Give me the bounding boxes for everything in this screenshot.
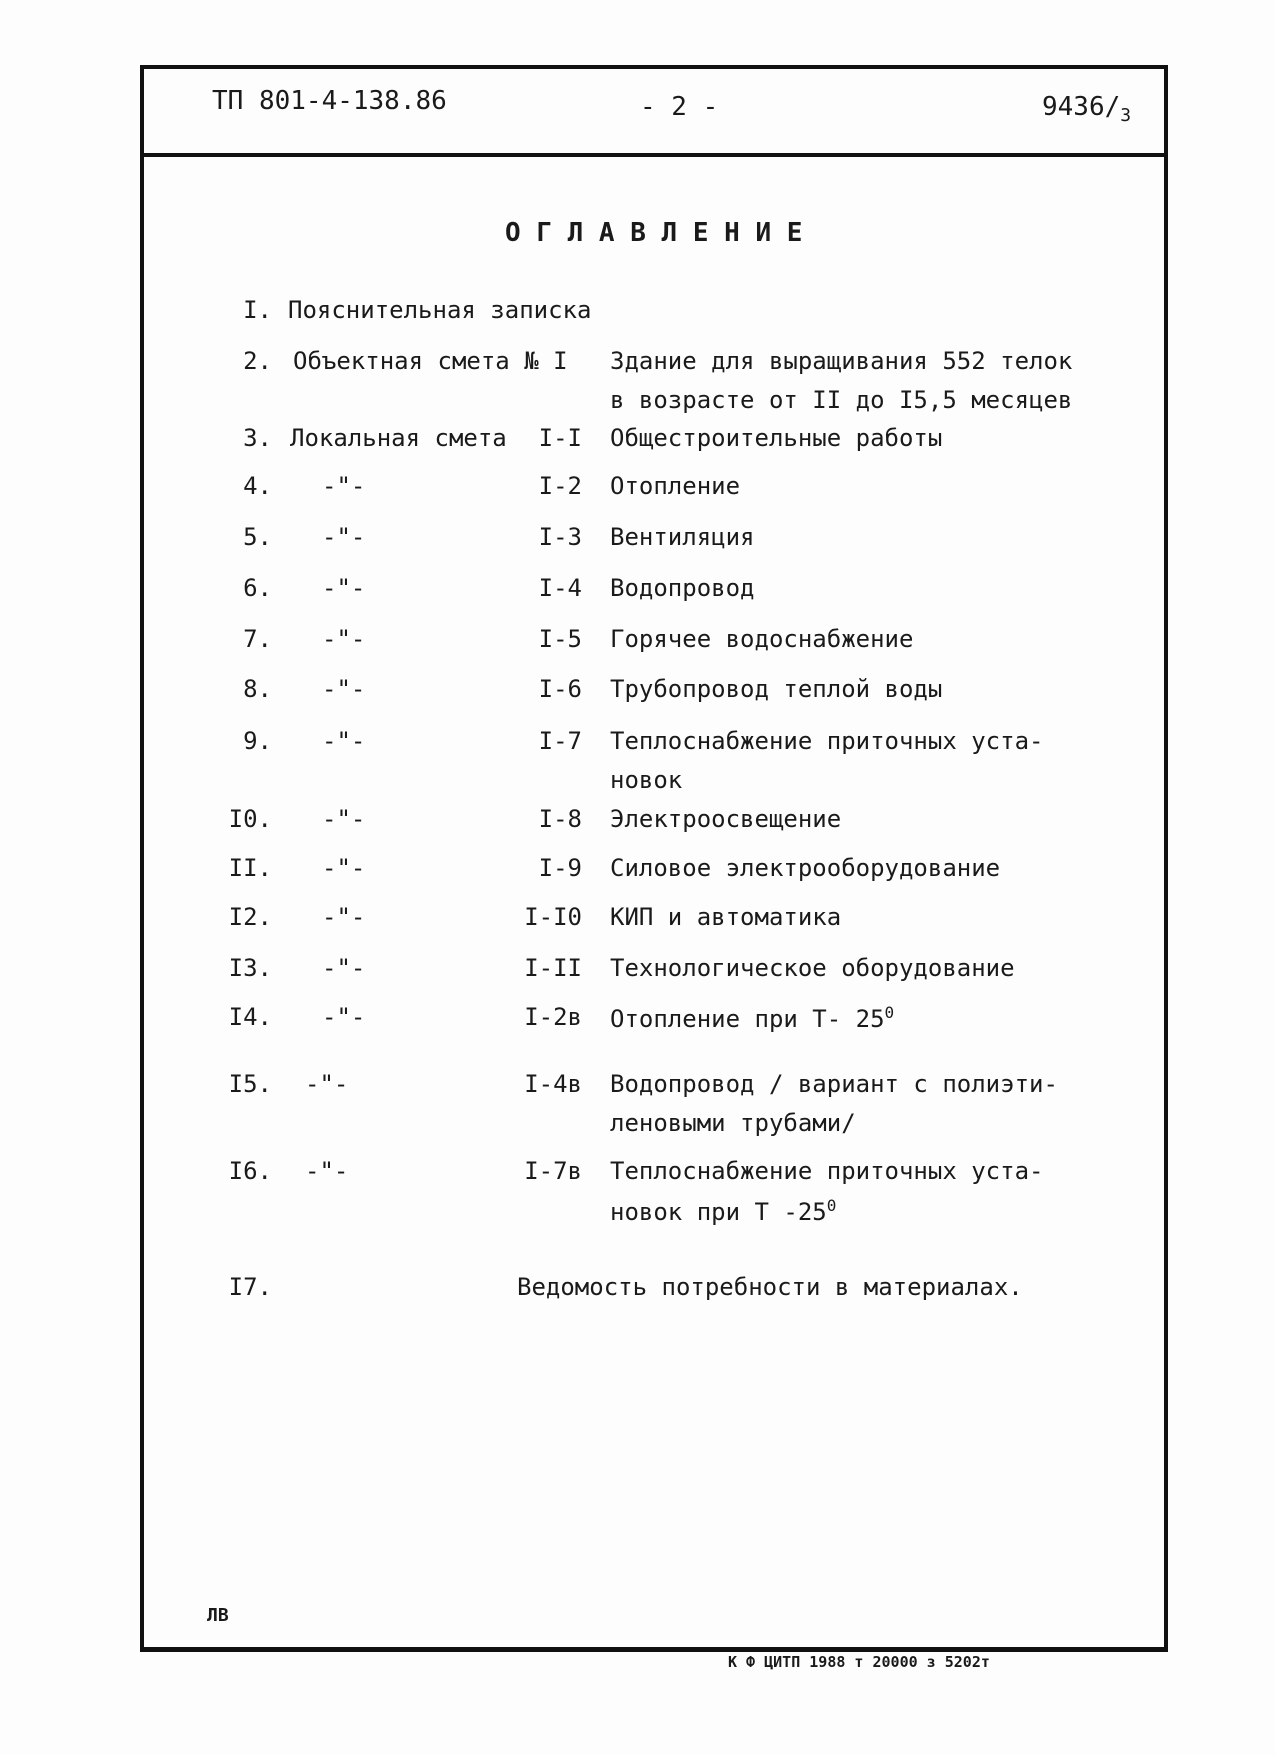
item-number: 6.: [243, 574, 272, 602]
item-number: 4.: [243, 472, 272, 500]
item-type: -"-: [305, 1070, 349, 1098]
item-number: I6.: [228, 1157, 272, 1185]
item-description: Электроосвещение: [610, 805, 842, 833]
sheet-number: $9436/_3$: [1042, 92, 1132, 127]
header-divider: [140, 153, 1164, 157]
item-code: I-4в: [524, 1070, 582, 1098]
item-type: Локальная смета: [290, 424, 507, 452]
item-number: 5.: [243, 523, 272, 551]
item-number: I5.: [228, 1070, 272, 1098]
item-description-cont: новок при Т $-25^0$: [610, 1196, 837, 1226]
item-number: I3.: [228, 954, 272, 982]
item-code: I-2в: [524, 1003, 582, 1031]
item-type: -"-: [322, 954, 366, 982]
item-type: -"-: [322, 675, 366, 703]
item-description: Силовое электрооборудование: [610, 854, 1001, 882]
item-description: КИП и автоматика: [610, 903, 842, 931]
item-code: I-3: [538, 523, 582, 551]
print-stamp: К Ф ЦИТП 1988 т 20000 з 5202т: [728, 1653, 990, 1671]
item-number: I2.: [228, 903, 272, 931]
item-code: I-8: [538, 805, 582, 833]
item-type: -"-: [322, 854, 366, 882]
item-type: -"-: [322, 472, 366, 500]
item-description: Здание для выращивания 552 телок: [610, 347, 1073, 375]
toc-title: О Г Л А В Л Е Н И Е: [505, 218, 803, 248]
item-code: I-7в: [524, 1157, 582, 1185]
item-description: Вентиляция: [610, 523, 755, 551]
item-number: 2.: [243, 347, 272, 375]
item-number: I0.: [228, 805, 272, 833]
item-description-cont: новок: [610, 766, 683, 794]
item-code: I-9: [538, 854, 582, 882]
item-description: Отопление: [610, 472, 741, 500]
item-type: -"-: [322, 727, 366, 755]
item-code: I-6: [538, 675, 582, 703]
item-type: Пояснительная записка: [288, 296, 592, 324]
item-number: 9.: [243, 727, 272, 755]
item-type: -"-: [322, 574, 366, 602]
item-description: Теплоснабжение приточных уста-: [610, 727, 1044, 755]
item-code: I-4: [538, 574, 582, 602]
item-type: -"-: [305, 1157, 349, 1185]
item-number: I7.: [228, 1273, 272, 1301]
initials: ЛВ: [207, 1605, 229, 1626]
item-number: I4.: [228, 1003, 272, 1031]
page-number: - 2 -: [640, 92, 719, 122]
item-description-cont: леновыми трубами/: [610, 1109, 856, 1137]
item-type: -"-: [322, 903, 366, 931]
item-code: I-5: [538, 625, 582, 653]
item-code: I-I0: [524, 903, 582, 931]
item-number: 3.: [243, 424, 272, 452]
item-number: I.: [243, 296, 272, 324]
doc-code: ТП 801-4-138.86: [212, 86, 447, 116]
item-description: Отопление при Т- $25^0$: [610, 1003, 895, 1033]
item-description: Общестроительные работы: [610, 424, 943, 452]
item-code: I-I: [538, 424, 582, 452]
item-code: I-II: [524, 954, 582, 982]
item-description: Водопровод / вариант с полиэти-: [610, 1070, 1058, 1098]
item-number: II.: [228, 854, 272, 882]
item-description: Технологическое оборудование: [610, 954, 1015, 982]
item-number: 8.: [243, 675, 272, 703]
item-number: 7.: [243, 625, 272, 653]
item-type: -"-: [322, 805, 366, 833]
item-type: -"-: [322, 625, 366, 653]
item-code: I-2: [538, 472, 582, 500]
item-description: Горячее водоснабжение: [610, 625, 914, 653]
item-type: -"-: [322, 523, 366, 551]
item-description: Теплоснабжение приточных уста-: [610, 1157, 1044, 1185]
item-description: Ведомость потребности в материалах.: [517, 1273, 1023, 1301]
item-description: Водопровод: [610, 574, 755, 602]
item-code: I-7: [538, 727, 582, 755]
item-type: Объектная смета № I: [293, 347, 568, 375]
item-type: -"-: [322, 1003, 366, 1031]
item-description: Трубопровод теплой воды: [610, 675, 943, 703]
item-description-cont: в возрасте от II до I5,5 месяцев: [610, 386, 1073, 414]
